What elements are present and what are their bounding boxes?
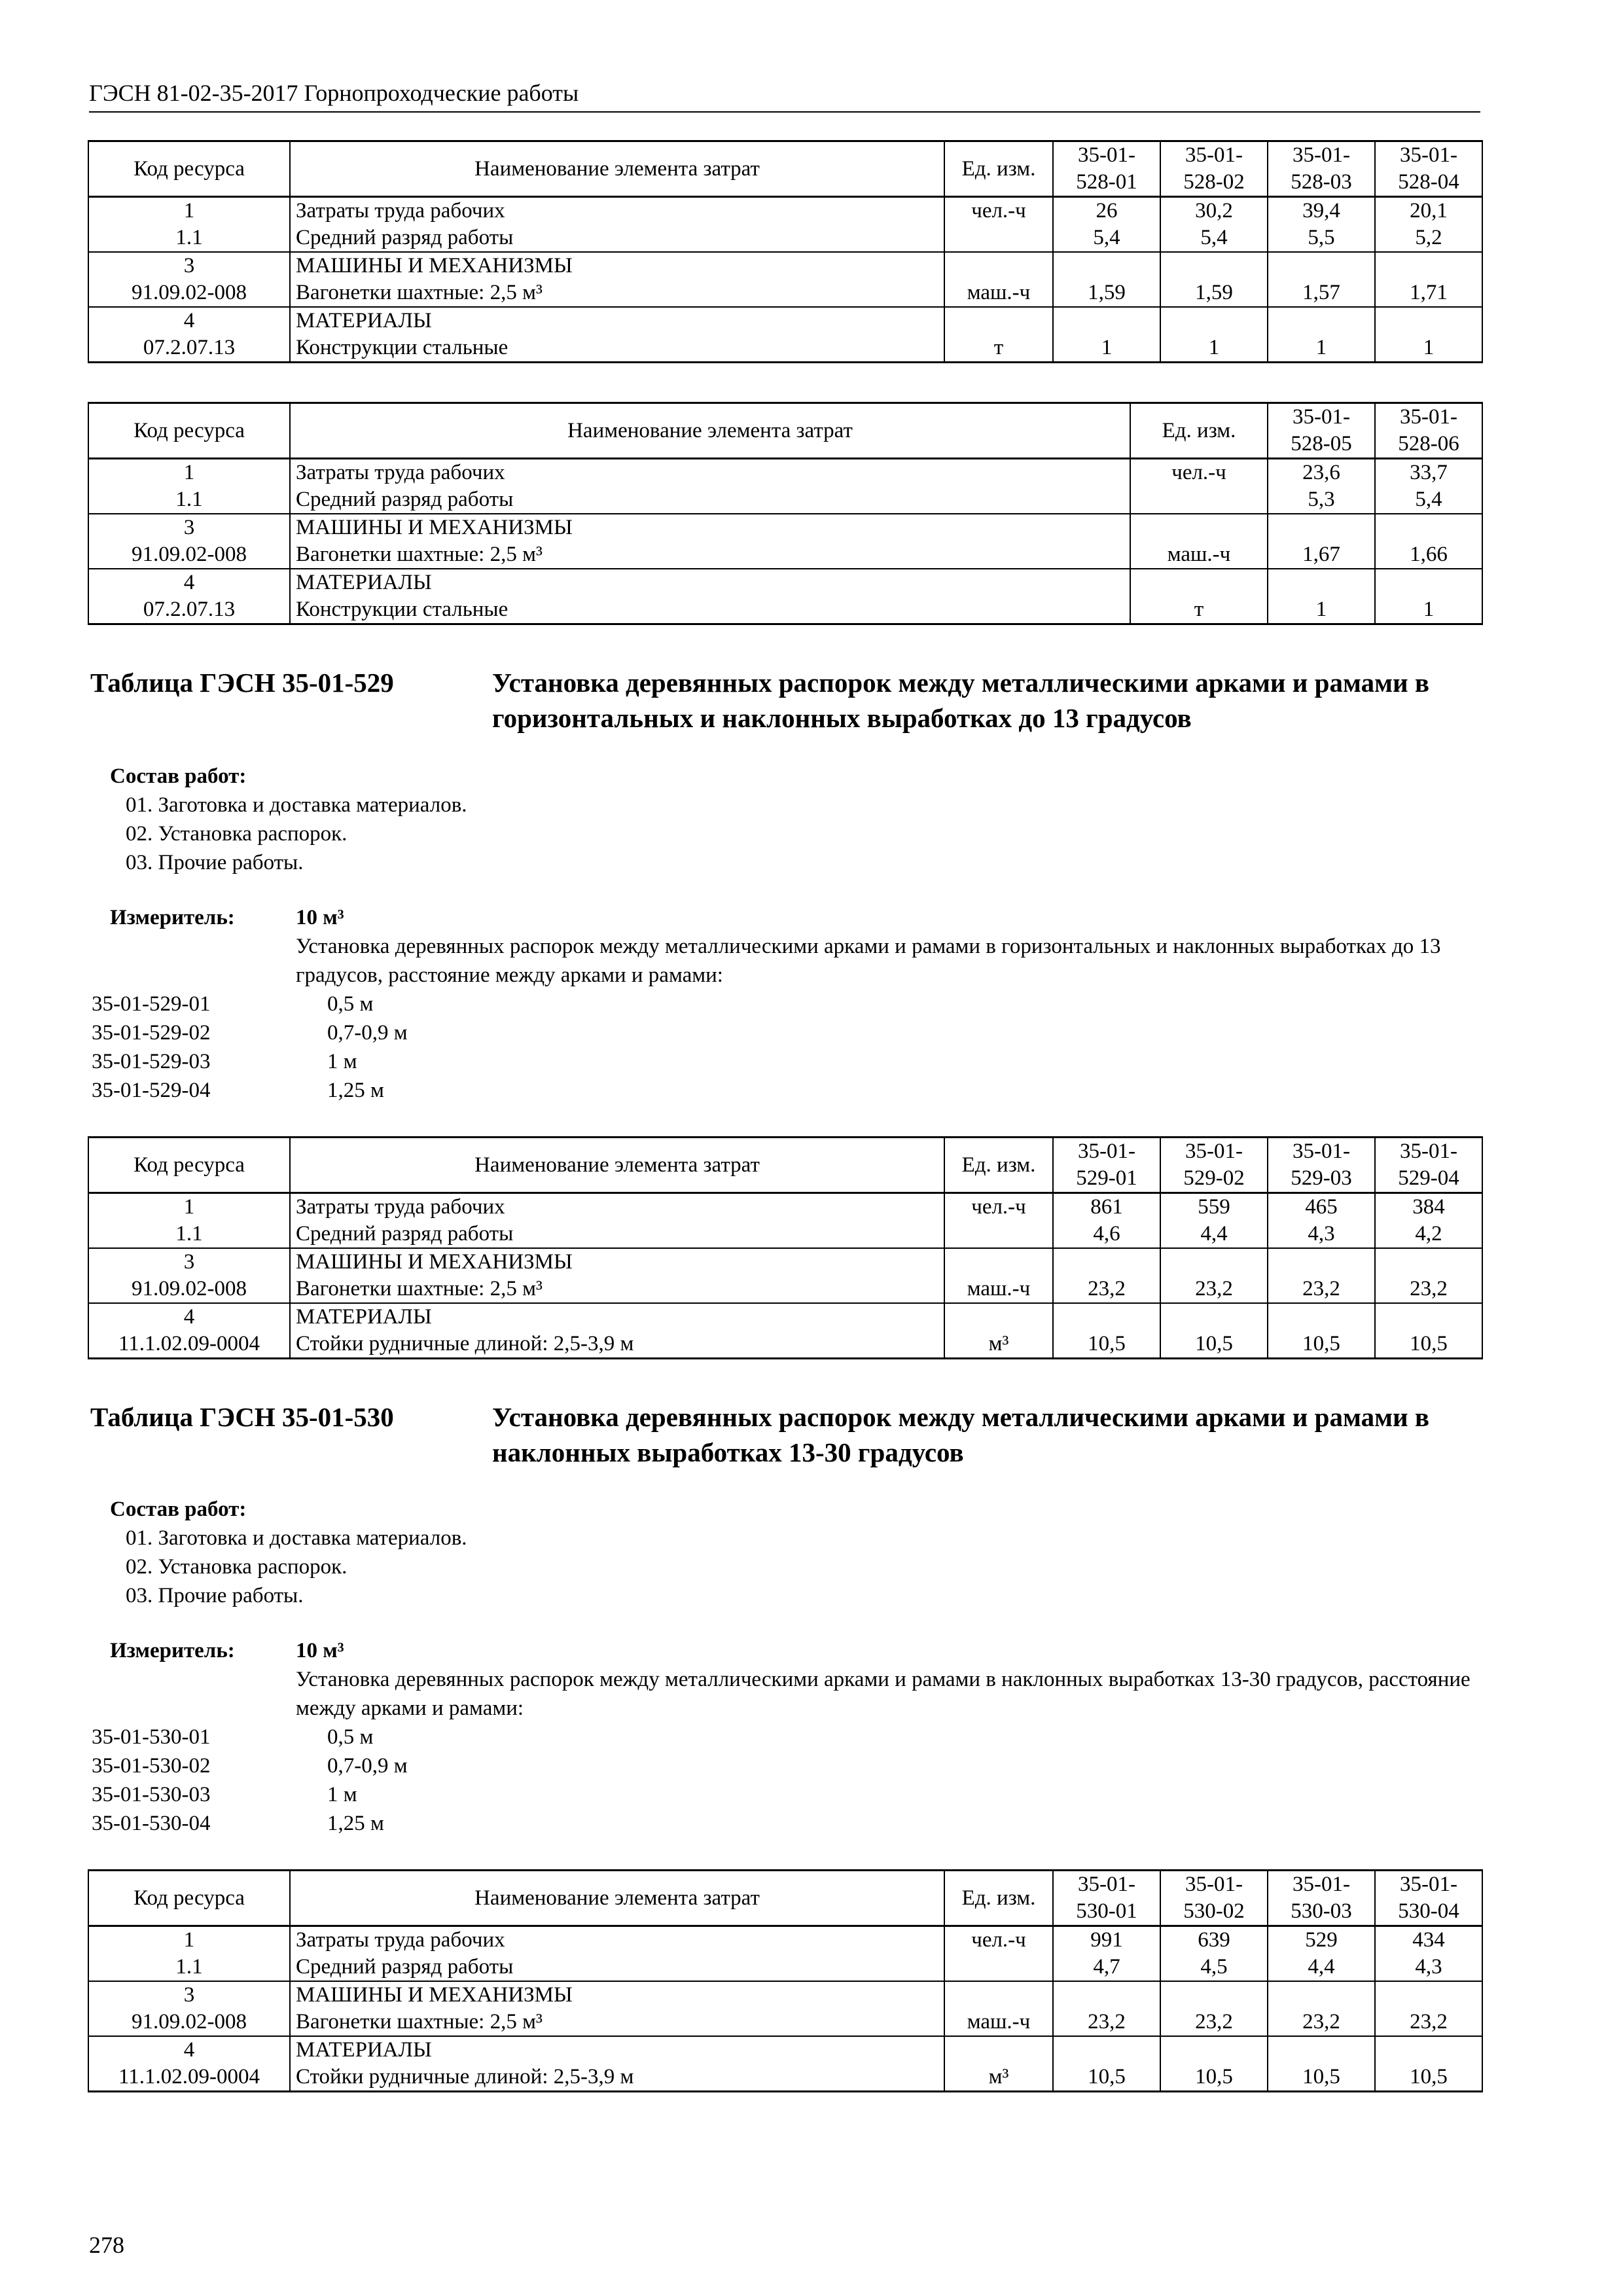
table-code: Таблица ГЭСН 35-01-530 bbox=[90, 1402, 394, 1432]
cell-unit bbox=[944, 1303, 1053, 1331]
cell-name: Вагонетки шахтные: 2,5 м³ bbox=[290, 541, 1130, 569]
table-row bbox=[88, 224, 1482, 252]
cell-value: 20,1 bbox=[1375, 197, 1482, 225]
cell-value: 10,5 bbox=[1268, 1331, 1375, 1359]
table-code: Таблица ГЭСН 35-01-529 bbox=[90, 668, 394, 698]
meter-description: Установка деревянных распорок между металлическими арками и рамами в наклонных выработках 13-30 градусов, расстояние между арками и рамами: bbox=[296, 1668, 1471, 1720]
table-row bbox=[88, 1981, 1482, 2009]
cell-value bbox=[1268, 1981, 1375, 2009]
cell-unit bbox=[1130, 569, 1268, 596]
cell-value: 5,5 bbox=[1268, 224, 1375, 252]
work-item: 02. Установка распорок. bbox=[126, 822, 348, 846]
table-row bbox=[88, 1954, 1482, 1981]
cell-value bbox=[1375, 307, 1482, 334]
variant-value: 0,7-0,9 м bbox=[327, 1021, 408, 1045]
cell-value bbox=[1160, 1981, 1268, 2009]
work-item: 03. Прочие работы. bbox=[126, 1584, 304, 1607]
col-header-name: Наименование элемента затрат bbox=[290, 1138, 944, 1193]
col-header-code: Код ресурса bbox=[88, 1871, 290, 1926]
table-row bbox=[88, 1331, 1482, 1359]
cell-code: 4 bbox=[88, 569, 290, 596]
col-header-name: Наименование элемента затрат bbox=[290, 1871, 944, 1926]
cell-value: 23,2 bbox=[1053, 1276, 1160, 1303]
cell-value: 1 bbox=[1375, 334, 1482, 363]
cell-value: 23,2 bbox=[1375, 1276, 1482, 1303]
resource-table-529 bbox=[88, 1136, 1483, 1359]
cell-code: 4 bbox=[88, 307, 290, 334]
cell-value bbox=[1268, 514, 1375, 541]
cell-value bbox=[1053, 307, 1160, 334]
cell-value: 1 bbox=[1053, 334, 1160, 363]
variant-row bbox=[92, 990, 746, 1018]
variant-code: 35-01-529-01 bbox=[92, 992, 211, 1016]
cell-name: МАШИНЫ И МЕХАНИЗМЫ bbox=[290, 1248, 944, 1276]
variant-row bbox=[92, 1047, 746, 1076]
table-row bbox=[88, 2036, 1482, 2064]
cell-value: 10,5 bbox=[1160, 2064, 1268, 2092]
table-row bbox=[88, 486, 1482, 514]
cell-value: 639 bbox=[1160, 1926, 1268, 1954]
cell-name: МАТЕРИАЛЫ bbox=[290, 1303, 944, 1331]
cell-code: 3 bbox=[88, 514, 290, 541]
cell-name: Затраты труда рабочих bbox=[290, 1926, 944, 1954]
table-name: Установка деревянных распорок между металлическими арками и рамами в горизонтальных и наклонных выработках до 13 градусов bbox=[492, 668, 1430, 733]
variant-code: 35-01-530-04 bbox=[92, 1812, 211, 1835]
cell-code: 1.1 bbox=[88, 224, 290, 252]
cell-unit bbox=[944, 224, 1053, 252]
cell-unit: чел.-ч bbox=[944, 197, 1053, 225]
cell-value bbox=[1053, 1303, 1160, 1331]
variant-value: 1 м bbox=[327, 1050, 357, 1073]
cell-value: 384 bbox=[1375, 1193, 1482, 1221]
cell-name: МАТЕРИАЛЫ bbox=[290, 2036, 944, 2064]
cell-value: 559 bbox=[1160, 1193, 1268, 1221]
cell-value: 4,4 bbox=[1160, 1221, 1268, 1248]
resource-table-528-b bbox=[88, 402, 1483, 625]
col-header-code: Код ресурса bbox=[88, 1138, 290, 1193]
table-row bbox=[88, 1303, 1482, 1331]
table-row bbox=[88, 1248, 1482, 1276]
table-header-row bbox=[88, 1871, 1482, 1926]
cell-code: 4 bbox=[88, 1303, 290, 1331]
col-header-norm: 35-01-529-04 bbox=[1375, 1138, 1482, 1193]
cell-name: Вагонетки шахтные: 2,5 м³ bbox=[290, 1276, 944, 1303]
col-header-unit: Ед. изм. bbox=[1130, 403, 1268, 459]
cell-unit bbox=[944, 1248, 1053, 1276]
cell-code: 1 bbox=[88, 1926, 290, 1954]
cell-value bbox=[1268, 2036, 1375, 2064]
cell-value: 10,5 bbox=[1053, 2064, 1160, 2092]
meter-label-530: Измеритель: bbox=[110, 1639, 235, 1662]
col-header-norm: 35-01-530-03 bbox=[1268, 1871, 1375, 1926]
cell-unit: маш.-ч bbox=[1130, 541, 1268, 569]
cell-name: МАШИНЫ И МЕХАНИЗМЫ bbox=[290, 1981, 944, 2009]
meter-description: Установка деревянных распорок между металлическими арками и рамами в горизонтальных и наклонных выработках до 13 градусов, расстояние между арками и рамами: bbox=[296, 935, 1441, 987]
cell-name: Конструкции стальные bbox=[290, 334, 944, 363]
cell-code: 1.1 bbox=[88, 486, 290, 514]
cell-value bbox=[1375, 252, 1482, 279]
col-header-code: Код ресурса bbox=[88, 141, 290, 197]
table-row bbox=[88, 1193, 1482, 1221]
cell-value: 529 bbox=[1268, 1926, 1375, 1954]
work-item: 01. Заготовка и доставка материалов. bbox=[126, 793, 467, 817]
cell-name: Затраты труда рабочих bbox=[290, 459, 1130, 487]
cell-unit: маш.-ч bbox=[944, 2009, 1053, 2036]
cell-value bbox=[1375, 1981, 1482, 2009]
cell-value: 30,2 bbox=[1160, 197, 1268, 225]
variant-code: 35-01-529-03 bbox=[92, 1050, 211, 1073]
cell-code: 1 bbox=[88, 459, 290, 487]
composition-label: Состав работ: bbox=[110, 764, 247, 788]
variant-row bbox=[92, 1809, 746, 1838]
cell-code: 07.2.07.13 bbox=[88, 596, 290, 624]
variant-code: 35-01-530-02 bbox=[92, 1754, 211, 1778]
cell-value: 1 bbox=[1268, 596, 1375, 624]
table-row bbox=[88, 1276, 1482, 1303]
col-header-norm: 35-01-528-02 bbox=[1160, 141, 1268, 197]
cell-value: 5,2 bbox=[1375, 224, 1482, 252]
table-row bbox=[88, 2064, 1482, 2092]
cell-unit bbox=[1130, 514, 1268, 541]
variant-row bbox=[92, 1780, 746, 1809]
cell-value: 5,3 bbox=[1268, 486, 1375, 514]
cell-name: МАШИНЫ И МЕХАНИЗМЫ bbox=[290, 252, 944, 279]
cell-value: 23,6 bbox=[1268, 459, 1375, 487]
running-header: ГЭСН 81-02-35-2017 Горнопроходческие работы bbox=[89, 77, 1480, 113]
cell-value bbox=[1160, 1248, 1268, 1276]
cell-value bbox=[1268, 252, 1375, 279]
cell-name: Вагонетки шахтные: 2,5 м³ bbox=[290, 2009, 944, 2036]
col-header-unit: Ед. изм. bbox=[944, 1871, 1053, 1926]
variant-code: 35-01-529-02 bbox=[92, 1021, 211, 1045]
variant-value: 1 м bbox=[327, 1783, 357, 1806]
variant-value: 0,5 м bbox=[327, 1725, 374, 1749]
variant-value: 1,25 м bbox=[327, 1812, 384, 1835]
table-header-row bbox=[88, 403, 1482, 459]
cell-value bbox=[1268, 307, 1375, 334]
cell-value: 4,4 bbox=[1268, 1954, 1375, 1981]
cell-code: 1.1 bbox=[88, 1954, 290, 1981]
col-header-norm: 35-01-529-03 bbox=[1268, 1138, 1375, 1193]
variants-529 bbox=[92, 990, 746, 1105]
table-row bbox=[88, 1221, 1482, 1248]
cell-value bbox=[1268, 1303, 1375, 1331]
cell-unit: т bbox=[944, 334, 1053, 363]
meter-value: 10 м³ bbox=[296, 1639, 344, 1662]
col-header-name: Наименование элемента затрат bbox=[290, 403, 1130, 459]
variant-row bbox=[92, 1076, 746, 1105]
variant-code: 35-01-530-03 bbox=[92, 1783, 211, 1806]
cell-name: Вагонетки шахтные: 2,5 м³ bbox=[290, 279, 944, 307]
col-header-unit: Ед. изм. bbox=[944, 141, 1053, 197]
variant-code: 35-01-530-01 bbox=[92, 1725, 211, 1749]
cell-name: МАТЕРИАЛЫ bbox=[290, 569, 1130, 596]
cell-code: 91.09.02-008 bbox=[88, 279, 290, 307]
table-name: Установка деревянных распорок между металлическими арками и рамами в наклонных выработках 13-30 градусов bbox=[492, 1402, 1430, 1467]
meter-529 bbox=[296, 903, 1480, 990]
cell-unit: т bbox=[1130, 596, 1268, 624]
variant-value: 0,7-0,9 м bbox=[327, 1754, 408, 1778]
table-row bbox=[88, 541, 1482, 569]
cell-value: 39,4 bbox=[1268, 197, 1375, 225]
cell-code: 4 bbox=[88, 2036, 290, 2064]
work-item: 01. Заготовка и доставка материалов. bbox=[126, 1526, 467, 1550]
cell-value bbox=[1268, 569, 1375, 596]
cell-name: Конструкции стальные bbox=[290, 596, 1130, 624]
cell-value: 1,57 bbox=[1268, 279, 1375, 307]
cell-code: 07.2.07.13 bbox=[88, 334, 290, 363]
cell-value: 4,3 bbox=[1268, 1221, 1375, 1248]
table-row bbox=[88, 1926, 1482, 1954]
cell-value: 5,4 bbox=[1160, 224, 1268, 252]
cell-code: 3 bbox=[88, 1248, 290, 1276]
col-header-norm: 35-01-528-05 bbox=[1268, 403, 1375, 459]
col-header-unit: Ед. изм. bbox=[944, 1138, 1053, 1193]
col-header-norm: 35-01-530-02 bbox=[1160, 1871, 1268, 1926]
table-row bbox=[88, 596, 1482, 624]
cell-value: 23,2 bbox=[1160, 2009, 1268, 2036]
cell-value: 10,5 bbox=[1160, 1331, 1268, 1359]
col-header-norm: 35-01-528-03 bbox=[1268, 141, 1375, 197]
cell-name: МАТЕРИАЛЫ bbox=[290, 307, 944, 334]
cell-value: 10,5 bbox=[1375, 1331, 1482, 1359]
variant-value: 0,5 м bbox=[327, 992, 374, 1016]
cell-value bbox=[1160, 307, 1268, 334]
table-row bbox=[88, 569, 1482, 596]
table-row bbox=[88, 514, 1482, 541]
cell-value bbox=[1160, 252, 1268, 279]
table-row bbox=[88, 2009, 1482, 2036]
cell-unit: м³ bbox=[944, 1331, 1053, 1359]
cell-name: Средний разряд работы bbox=[290, 1954, 944, 1981]
cell-value: 33,7 bbox=[1375, 459, 1482, 487]
cell-name: Затраты труда рабочих bbox=[290, 197, 944, 225]
page-number: 278 bbox=[89, 2232, 124, 2258]
variants-530 bbox=[92, 1723, 746, 1838]
col-header-norm: 35-01-530-04 bbox=[1375, 1871, 1482, 1926]
table-row bbox=[88, 197, 1482, 225]
meter-label-529: Измеритель: bbox=[110, 906, 235, 929]
meter-value: 10 м³ bbox=[296, 906, 344, 929]
col-header-norm: 35-01-530-01 bbox=[1053, 1871, 1160, 1926]
cell-value: 5,4 bbox=[1375, 486, 1482, 514]
cell-unit: маш.-ч bbox=[944, 1276, 1053, 1303]
variant-row bbox=[92, 1751, 746, 1780]
cell-value: 1 bbox=[1375, 596, 1482, 624]
cell-code: 1 bbox=[88, 197, 290, 225]
cell-value bbox=[1053, 2036, 1160, 2064]
cell-code: 1.1 bbox=[88, 1221, 290, 1248]
cell-value: 23,2 bbox=[1053, 2009, 1160, 2036]
cell-unit bbox=[944, 307, 1053, 334]
cell-name: Средний разряд работы bbox=[290, 224, 944, 252]
cell-value: 10,5 bbox=[1375, 2064, 1482, 2092]
col-header-norm: 35-01-528-06 bbox=[1375, 403, 1482, 459]
variant-value: 1,25 м bbox=[327, 1079, 384, 1102]
cell-code: 91.09.02-008 bbox=[88, 1276, 290, 1303]
col-header-norm: 35-01-529-02 bbox=[1160, 1138, 1268, 1193]
cell-name: Затраты труда рабочих bbox=[290, 1193, 944, 1221]
cell-value: 4,7 bbox=[1053, 1954, 1160, 1981]
cell-name: Средний разряд работы bbox=[290, 486, 1130, 514]
cell-value: 4,3 bbox=[1375, 1954, 1482, 1981]
cell-value bbox=[1375, 2036, 1482, 2064]
work-composition-529 bbox=[110, 762, 467, 877]
cell-code: 91.09.02-008 bbox=[88, 2009, 290, 2036]
cell-value: 5,4 bbox=[1053, 224, 1160, 252]
col-header-norm: 35-01-528-01 bbox=[1053, 141, 1160, 197]
cell-value bbox=[1053, 1248, 1160, 1276]
resource-table-528-a bbox=[88, 140, 1483, 363]
table-row bbox=[88, 307, 1482, 334]
cell-value: 1 bbox=[1160, 334, 1268, 363]
cell-unit: чел.-ч bbox=[1130, 459, 1268, 487]
cell-value bbox=[1160, 1303, 1268, 1331]
cell-value: 4,2 bbox=[1375, 1221, 1482, 1248]
cell-value bbox=[1375, 1303, 1482, 1331]
cell-value: 10,5 bbox=[1268, 2064, 1375, 2092]
table-header-row bbox=[88, 1138, 1482, 1193]
table-header-row bbox=[88, 141, 1482, 197]
cell-value: 1 bbox=[1268, 334, 1375, 363]
variant-row bbox=[92, 1018, 746, 1047]
cell-name: Стойки рудничные длиной: 2,5-3,9 м bbox=[290, 1331, 944, 1359]
cell-code: 91.09.02-008 bbox=[88, 541, 290, 569]
cell-name: Стойки рудничные длиной: 2,5-3,9 м bbox=[290, 2064, 944, 2092]
table-row bbox=[88, 279, 1482, 307]
cell-value bbox=[1268, 1248, 1375, 1276]
variant-code: 35-01-529-04 bbox=[92, 1079, 211, 1102]
col-header-name: Наименование элемента затрат bbox=[290, 141, 944, 197]
cell-unit: чел.-ч bbox=[944, 1193, 1053, 1221]
cell-value: 434 bbox=[1375, 1926, 1482, 1954]
cell-unit: маш.-ч bbox=[944, 279, 1053, 307]
cell-value: 861 bbox=[1053, 1193, 1160, 1221]
cell-value: 4,5 bbox=[1160, 1954, 1268, 1981]
table-row bbox=[88, 252, 1482, 279]
cell-unit bbox=[944, 1221, 1053, 1248]
cell-value: 4,6 bbox=[1053, 1221, 1160, 1248]
meter-530 bbox=[296, 1636, 1480, 1723]
cell-value: 1,59 bbox=[1160, 279, 1268, 307]
cell-value bbox=[1375, 569, 1482, 596]
cell-value: 1,59 bbox=[1053, 279, 1160, 307]
cell-value: 23,2 bbox=[1375, 2009, 1482, 2036]
col-header-norm: 35-01-529-01 bbox=[1053, 1138, 1160, 1193]
cell-code: 3 bbox=[88, 1981, 290, 2009]
cell-code: 11.1.02.09-0004 bbox=[88, 1331, 290, 1359]
cell-value: 10,5 bbox=[1053, 1331, 1160, 1359]
composition-label: Состав работ: bbox=[110, 1498, 247, 1521]
cell-name: Средний разряд работы bbox=[290, 1221, 944, 1248]
cell-unit bbox=[944, 1981, 1053, 2009]
cell-name: МАШИНЫ И МЕХАНИЗМЫ bbox=[290, 514, 1130, 541]
work-item: 03. Прочие работы. bbox=[126, 851, 304, 874]
cell-value: 465 bbox=[1268, 1193, 1375, 1221]
cell-unit bbox=[944, 252, 1053, 279]
cell-value bbox=[1375, 514, 1482, 541]
cell-unit: чел.-ч bbox=[944, 1926, 1053, 1954]
cell-value bbox=[1160, 2036, 1268, 2064]
work-item: 02. Установка распорок. bbox=[126, 1555, 348, 1579]
cell-value: 23,2 bbox=[1160, 1276, 1268, 1303]
table-row bbox=[88, 334, 1482, 363]
cell-value: 26 bbox=[1053, 197, 1160, 225]
cell-value: 1,66 bbox=[1375, 541, 1482, 569]
cell-value bbox=[1375, 1248, 1482, 1276]
cell-value: 1,71 bbox=[1375, 279, 1482, 307]
variant-row bbox=[92, 1723, 746, 1751]
table-row bbox=[88, 459, 1482, 487]
col-header-code: Код ресурса bbox=[88, 403, 290, 459]
cell-unit bbox=[1130, 486, 1268, 514]
cell-value: 991 bbox=[1053, 1926, 1160, 1954]
cell-value bbox=[1053, 1981, 1160, 2009]
col-header-norm: 35-01-528-04 bbox=[1375, 141, 1482, 197]
resource-table-530 bbox=[88, 1869, 1483, 2092]
cell-code: 11.1.02.09-0004 bbox=[88, 2064, 290, 2092]
cell-code: 1 bbox=[88, 1193, 290, 1221]
cell-value: 23,2 bbox=[1268, 1276, 1375, 1303]
work-composition-530 bbox=[110, 1495, 467, 1610]
cell-unit bbox=[944, 1954, 1053, 1981]
cell-value bbox=[1053, 252, 1160, 279]
cell-value: 23,2 bbox=[1268, 2009, 1375, 2036]
cell-code: 3 bbox=[88, 252, 290, 279]
cell-unit bbox=[944, 2036, 1053, 2064]
cell-unit: м³ bbox=[944, 2064, 1053, 2092]
cell-value: 1,67 bbox=[1268, 541, 1375, 569]
